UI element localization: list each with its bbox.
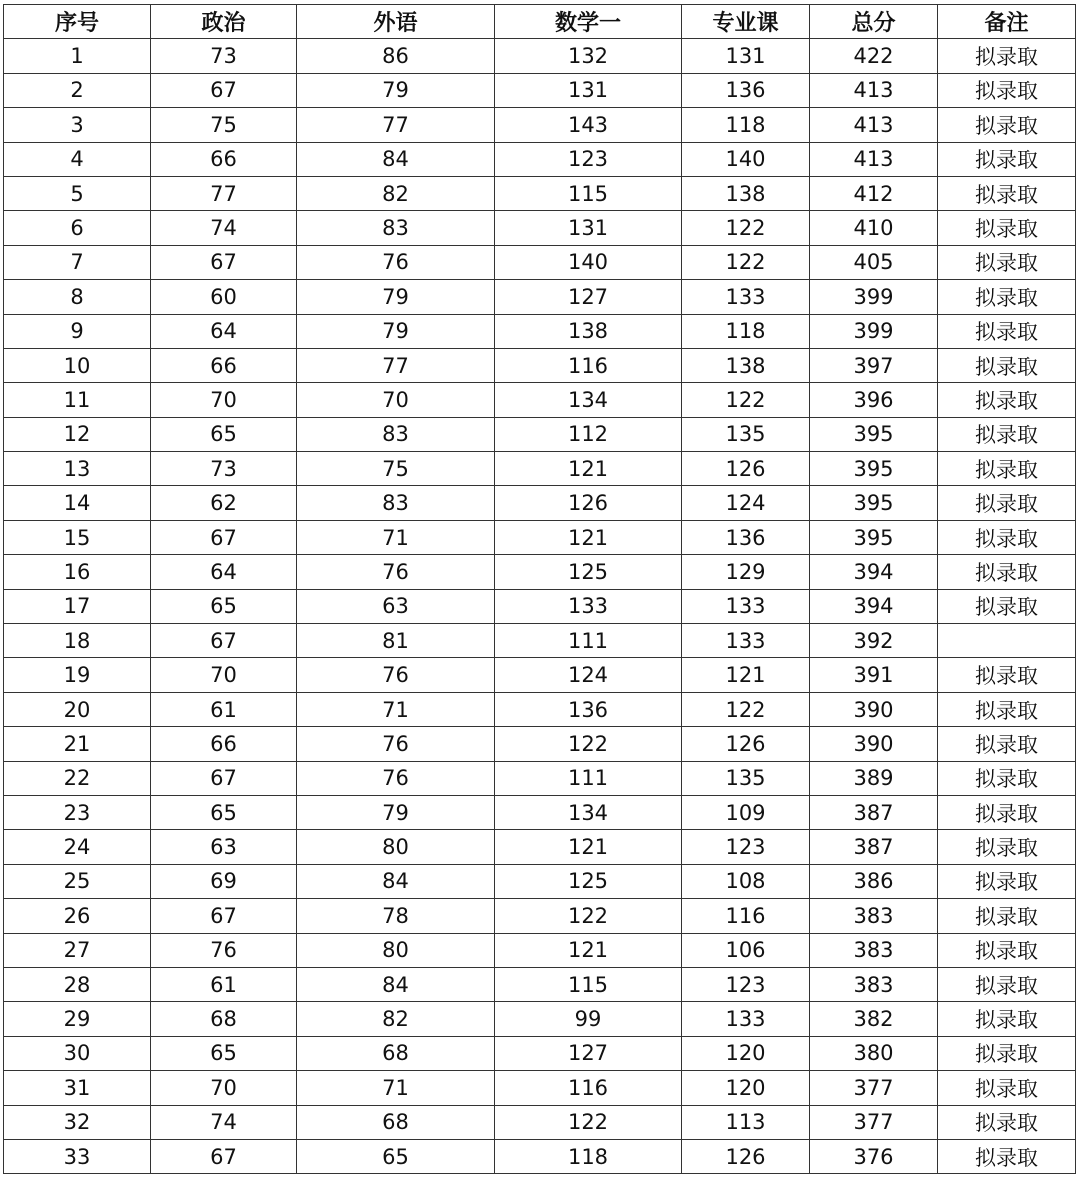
serial-number-cell: 28: [4, 967, 151, 1001]
major-course-cell: 118: [682, 314, 810, 348]
major-course-cell: 116: [682, 899, 810, 933]
remarks-cell: 拟录取: [938, 142, 1076, 176]
foreign-language-cell: 84: [297, 864, 495, 898]
foreign-language-cell: 71: [297, 520, 495, 554]
table-row: [4, 1071, 1076, 1105]
total-score-cell: 386: [810, 864, 938, 898]
table-row: [4, 1105, 1076, 1139]
serial-number-cell: 5: [4, 176, 151, 210]
foreign-language-cell: 86: [297, 39, 495, 73]
politics-cell: 67: [151, 899, 297, 933]
total-score-cell: 395: [810, 520, 938, 554]
major-course-cell: 126: [682, 727, 810, 761]
table-row: [4, 383, 1076, 417]
foreign-language-cell: 84: [297, 142, 495, 176]
table-row: [4, 658, 1076, 692]
major-course-cell: 122: [682, 245, 810, 279]
mathematics-one-cell: 99: [495, 1002, 682, 1036]
mathematics-one-cell: 121: [495, 520, 682, 554]
remarks-cell: 拟录取: [938, 589, 1076, 623]
total-score-cell: 399: [810, 314, 938, 348]
foreign-language-cell: 82: [297, 1002, 495, 1036]
major-course-cell: 126: [682, 452, 810, 486]
foreign-language-cell: 71: [297, 1071, 495, 1105]
politics-cell: 67: [151, 520, 297, 554]
serial-number-cell: 29: [4, 1002, 151, 1036]
table-row: [4, 142, 1076, 176]
politics-cell: 60: [151, 280, 297, 314]
total-score-cell: 392: [810, 624, 938, 658]
mathematics-one-cell: 140: [495, 245, 682, 279]
foreign-language-cell: 76: [297, 727, 495, 761]
serial-number-cell: 4: [4, 142, 151, 176]
foreign-language-cell: 81: [297, 624, 495, 658]
table-row: [4, 1139, 1076, 1173]
mathematics-one-cell: 121: [495, 830, 682, 864]
header-major-course: 专业课: [682, 5, 810, 39]
total-score-cell: 394: [810, 555, 938, 589]
mathematics-one-cell: 115: [495, 967, 682, 1001]
remarks-cell: [938, 624, 1076, 658]
mathematics-one-cell: 134: [495, 795, 682, 829]
major-course-cell: 126: [682, 1139, 810, 1173]
table-row: [4, 520, 1076, 554]
politics-cell: 73: [151, 452, 297, 486]
foreign-language-cell: 65: [297, 1139, 495, 1173]
total-score-cell: 380: [810, 1036, 938, 1070]
mathematics-one-cell: 122: [495, 727, 682, 761]
major-course-cell: 133: [682, 624, 810, 658]
politics-cell: 61: [151, 967, 297, 1001]
foreign-language-cell: 71: [297, 692, 495, 726]
header-remarks: 备注: [938, 5, 1076, 39]
serial-number-cell: 2: [4, 73, 151, 107]
serial-number-cell: 8: [4, 280, 151, 314]
foreign-language-cell: 83: [297, 417, 495, 451]
foreign-language-cell: 79: [297, 280, 495, 314]
serial-number-cell: 16: [4, 555, 151, 589]
serial-number-cell: 21: [4, 727, 151, 761]
major-course-cell: 133: [682, 589, 810, 623]
remarks-cell: 拟录取: [938, 108, 1076, 142]
mathematics-one-cell: 123: [495, 142, 682, 176]
foreign-language-cell: 70: [297, 383, 495, 417]
politics-cell: 74: [151, 1105, 297, 1139]
header-serial-number: 序号: [4, 5, 151, 39]
politics-cell: 66: [151, 142, 297, 176]
politics-cell: 70: [151, 383, 297, 417]
mathematics-one-cell: 122: [495, 899, 682, 933]
total-score-cell: 383: [810, 899, 938, 933]
remarks-cell: 拟录取: [938, 39, 1076, 73]
mathematics-one-cell: 127: [495, 280, 682, 314]
table-row: [4, 795, 1076, 829]
remarks-cell: 拟录取: [938, 1002, 1076, 1036]
serial-number-cell: 19: [4, 658, 151, 692]
foreign-language-cell: 79: [297, 314, 495, 348]
remarks-cell: 拟录取: [938, 73, 1076, 107]
serial-number-cell: 27: [4, 933, 151, 967]
mathematics-one-cell: 115: [495, 176, 682, 210]
serial-number-cell: 12: [4, 417, 151, 451]
politics-cell: 68: [151, 1002, 297, 1036]
total-score-cell: 410: [810, 211, 938, 245]
major-course-cell: 106: [682, 933, 810, 967]
remarks-cell: 拟录取: [938, 795, 1076, 829]
politics-cell: 70: [151, 658, 297, 692]
foreign-language-cell: 68: [297, 1036, 495, 1070]
remarks-cell: 拟录取: [938, 692, 1076, 726]
remarks-cell: 拟录取: [938, 486, 1076, 520]
politics-cell: 65: [151, 589, 297, 623]
politics-cell: 69: [151, 864, 297, 898]
total-score-cell: 383: [810, 967, 938, 1001]
header-foreign-language: 外语: [297, 5, 495, 39]
major-course-cell: 123: [682, 967, 810, 1001]
mathematics-one-cell: 127: [495, 1036, 682, 1070]
table-row: [4, 73, 1076, 107]
politics-cell: 77: [151, 176, 297, 210]
table-row: [4, 864, 1076, 898]
serial-number-cell: 23: [4, 795, 151, 829]
serial-number-cell: 3: [4, 108, 151, 142]
serial-number-cell: 31: [4, 1071, 151, 1105]
table-row: [4, 933, 1076, 967]
foreign-language-cell: 83: [297, 486, 495, 520]
table-row: [4, 314, 1076, 348]
remarks-cell: 拟录取: [938, 452, 1076, 486]
foreign-language-cell: 68: [297, 1105, 495, 1139]
table-row: [4, 452, 1076, 486]
mathematics-one-cell: 122: [495, 1105, 682, 1139]
total-score-cell: 390: [810, 727, 938, 761]
serial-number-cell: 6: [4, 211, 151, 245]
major-course-cell: 135: [682, 761, 810, 795]
serial-number-cell: 24: [4, 830, 151, 864]
foreign-language-cell: 76: [297, 761, 495, 795]
header-politics: 政治: [151, 5, 297, 39]
foreign-language-cell: 75: [297, 452, 495, 486]
major-course-cell: 108: [682, 864, 810, 898]
total-score-cell: 395: [810, 486, 938, 520]
remarks-cell: 拟录取: [938, 555, 1076, 589]
mathematics-one-cell: 121: [495, 452, 682, 486]
mathematics-one-cell: 143: [495, 108, 682, 142]
table-row: [4, 1002, 1076, 1036]
major-course-cell: 120: [682, 1036, 810, 1070]
major-course-cell: 138: [682, 176, 810, 210]
politics-cell: 67: [151, 1139, 297, 1173]
mathematics-one-cell: 132: [495, 39, 682, 73]
table-row: [4, 830, 1076, 864]
major-course-cell: 109: [682, 795, 810, 829]
major-course-cell: 138: [682, 348, 810, 382]
foreign-language-cell: 76: [297, 245, 495, 279]
mathematics-one-cell: 131: [495, 211, 682, 245]
serial-number-cell: 22: [4, 761, 151, 795]
remarks-cell: 拟录取: [938, 176, 1076, 210]
table-row: [4, 899, 1076, 933]
mathematics-one-cell: 134: [495, 383, 682, 417]
total-score-cell: 399: [810, 280, 938, 314]
politics-cell: 64: [151, 314, 297, 348]
remarks-cell: 拟录取: [938, 727, 1076, 761]
politics-cell: 75: [151, 108, 297, 142]
score-table-container: [3, 4, 1075, 1174]
remarks-cell: 拟录取: [938, 245, 1076, 279]
serial-number-cell: 20: [4, 692, 151, 726]
foreign-language-cell: 79: [297, 795, 495, 829]
major-course-cell: 133: [682, 280, 810, 314]
mathematics-one-cell: 136: [495, 692, 682, 726]
major-course-cell: 133: [682, 1002, 810, 1036]
total-score-cell: 413: [810, 73, 938, 107]
remarks-cell: 拟录取: [938, 417, 1076, 451]
major-course-cell: 120: [682, 1071, 810, 1105]
remarks-cell: 拟录取: [938, 383, 1076, 417]
politics-cell: 67: [151, 761, 297, 795]
total-score-cell: 376: [810, 1139, 938, 1173]
foreign-language-cell: 80: [297, 830, 495, 864]
table-row: [4, 967, 1076, 1001]
mathematics-one-cell: 111: [495, 761, 682, 795]
major-course-cell: 118: [682, 108, 810, 142]
politics-cell: 70: [151, 1071, 297, 1105]
total-score-cell: 390: [810, 692, 938, 726]
remarks-cell: 拟录取: [938, 967, 1076, 1001]
major-course-cell: 136: [682, 520, 810, 554]
remarks-cell: 拟录取: [938, 830, 1076, 864]
major-course-cell: 131: [682, 39, 810, 73]
foreign-language-cell: 63: [297, 589, 495, 623]
major-course-cell: 113: [682, 1105, 810, 1139]
remarks-cell: 拟录取: [938, 1071, 1076, 1105]
table-row: [4, 417, 1076, 451]
major-course-cell: 122: [682, 211, 810, 245]
mathematics-one-cell: 131: [495, 73, 682, 107]
score-table: [3, 4, 1076, 1174]
serial-number-cell: 26: [4, 899, 151, 933]
serial-number-cell: 18: [4, 624, 151, 658]
serial-number-cell: 9: [4, 314, 151, 348]
mathematics-one-cell: 118: [495, 1139, 682, 1173]
foreign-language-cell: 79: [297, 73, 495, 107]
major-course-cell: 121: [682, 658, 810, 692]
politics-cell: 76: [151, 933, 297, 967]
total-score-cell: 412: [810, 176, 938, 210]
remarks-cell: 拟录取: [938, 211, 1076, 245]
remarks-cell: 拟录取: [938, 348, 1076, 382]
politics-cell: 66: [151, 727, 297, 761]
serial-number-cell: 1: [4, 39, 151, 73]
mathematics-one-cell: 116: [495, 1071, 682, 1105]
total-score-cell: 395: [810, 452, 938, 486]
major-course-cell: 123: [682, 830, 810, 864]
serial-number-cell: 33: [4, 1139, 151, 1173]
total-score-cell: 387: [810, 795, 938, 829]
table-row: [4, 245, 1076, 279]
total-score-cell: 397: [810, 348, 938, 382]
table-row: [4, 486, 1076, 520]
major-course-cell: 122: [682, 383, 810, 417]
remarks-cell: 拟录取: [938, 761, 1076, 795]
mathematics-one-cell: 125: [495, 864, 682, 898]
remarks-cell: 拟录取: [938, 280, 1076, 314]
total-score-cell: 383: [810, 933, 938, 967]
serial-number-cell: 25: [4, 864, 151, 898]
total-score-cell: 413: [810, 142, 938, 176]
table-row: [4, 727, 1076, 761]
foreign-language-cell: 84: [297, 967, 495, 1001]
major-course-cell: 122: [682, 692, 810, 726]
mathematics-one-cell: 133: [495, 589, 682, 623]
table-row: [4, 624, 1076, 658]
table-row: [4, 555, 1076, 589]
total-score-cell: 395: [810, 417, 938, 451]
mathematics-one-cell: 111: [495, 624, 682, 658]
politics-cell: 65: [151, 1036, 297, 1070]
major-course-cell: 136: [682, 73, 810, 107]
politics-cell: 65: [151, 417, 297, 451]
total-score-cell: 422: [810, 39, 938, 73]
politics-cell: 63: [151, 830, 297, 864]
major-course-cell: 135: [682, 417, 810, 451]
table-row: [4, 589, 1076, 623]
politics-cell: 61: [151, 692, 297, 726]
serial-number-cell: 7: [4, 245, 151, 279]
table-row: [4, 211, 1076, 245]
mathematics-one-cell: 138: [495, 314, 682, 348]
table-row: [4, 39, 1076, 73]
total-score-cell: 396: [810, 383, 938, 417]
foreign-language-cell: 80: [297, 933, 495, 967]
serial-number-cell: 10: [4, 348, 151, 382]
table-row: [4, 348, 1076, 382]
table-row: [4, 176, 1076, 210]
serial-number-cell: 17: [4, 589, 151, 623]
remarks-cell: 拟录取: [938, 1139, 1076, 1173]
politics-cell: 74: [151, 211, 297, 245]
header-total-score: 总分: [810, 5, 938, 39]
table-body: [4, 39, 1076, 1174]
remarks-cell: 拟录取: [938, 314, 1076, 348]
serial-number-cell: 13: [4, 452, 151, 486]
remarks-cell: 拟录取: [938, 658, 1076, 692]
header-mathematics-one: 数学一: [495, 5, 682, 39]
table-row: [4, 280, 1076, 314]
politics-cell: 67: [151, 624, 297, 658]
serial-number-cell: 32: [4, 1105, 151, 1139]
serial-number-cell: 30: [4, 1036, 151, 1070]
politics-cell: 65: [151, 795, 297, 829]
major-course-cell: 129: [682, 555, 810, 589]
politics-cell: 67: [151, 73, 297, 107]
politics-cell: 62: [151, 486, 297, 520]
serial-number-cell: 14: [4, 486, 151, 520]
foreign-language-cell: 76: [297, 658, 495, 692]
total-score-cell: 394: [810, 589, 938, 623]
mathematics-one-cell: 124: [495, 658, 682, 692]
major-course-cell: 124: [682, 486, 810, 520]
table-row: [4, 761, 1076, 795]
total-score-cell: 391: [810, 658, 938, 692]
total-score-cell: 377: [810, 1105, 938, 1139]
table-header-row: [4, 5, 1076, 39]
politics-cell: 64: [151, 555, 297, 589]
mathematics-one-cell: 121: [495, 933, 682, 967]
mathematics-one-cell: 125: [495, 555, 682, 589]
politics-cell: 67: [151, 245, 297, 279]
foreign-language-cell: 77: [297, 348, 495, 382]
foreign-language-cell: 77: [297, 108, 495, 142]
remarks-cell: 拟录取: [938, 1105, 1076, 1139]
total-score-cell: 405: [810, 245, 938, 279]
major-course-cell: 140: [682, 142, 810, 176]
politics-cell: 73: [151, 39, 297, 73]
mathematics-one-cell: 126: [495, 486, 682, 520]
total-score-cell: 413: [810, 108, 938, 142]
foreign-language-cell: 76: [297, 555, 495, 589]
total-score-cell: 387: [810, 830, 938, 864]
table-row: [4, 108, 1076, 142]
remarks-cell: 拟录取: [938, 933, 1076, 967]
foreign-language-cell: 82: [297, 176, 495, 210]
remarks-cell: 拟录取: [938, 520, 1076, 554]
remarks-cell: 拟录取: [938, 899, 1076, 933]
total-score-cell: 389: [810, 761, 938, 795]
remarks-cell: 拟录取: [938, 1036, 1076, 1070]
foreign-language-cell: 78: [297, 899, 495, 933]
serial-number-cell: 11: [4, 383, 151, 417]
politics-cell: 66: [151, 348, 297, 382]
table-row: [4, 1036, 1076, 1070]
remarks-cell: 拟录取: [938, 864, 1076, 898]
total-score-cell: 377: [810, 1071, 938, 1105]
total-score-cell: 382: [810, 1002, 938, 1036]
mathematics-one-cell: 116: [495, 348, 682, 382]
table-row: [4, 692, 1076, 726]
mathematics-one-cell: 112: [495, 417, 682, 451]
foreign-language-cell: 83: [297, 211, 495, 245]
serial-number-cell: 15: [4, 520, 151, 554]
